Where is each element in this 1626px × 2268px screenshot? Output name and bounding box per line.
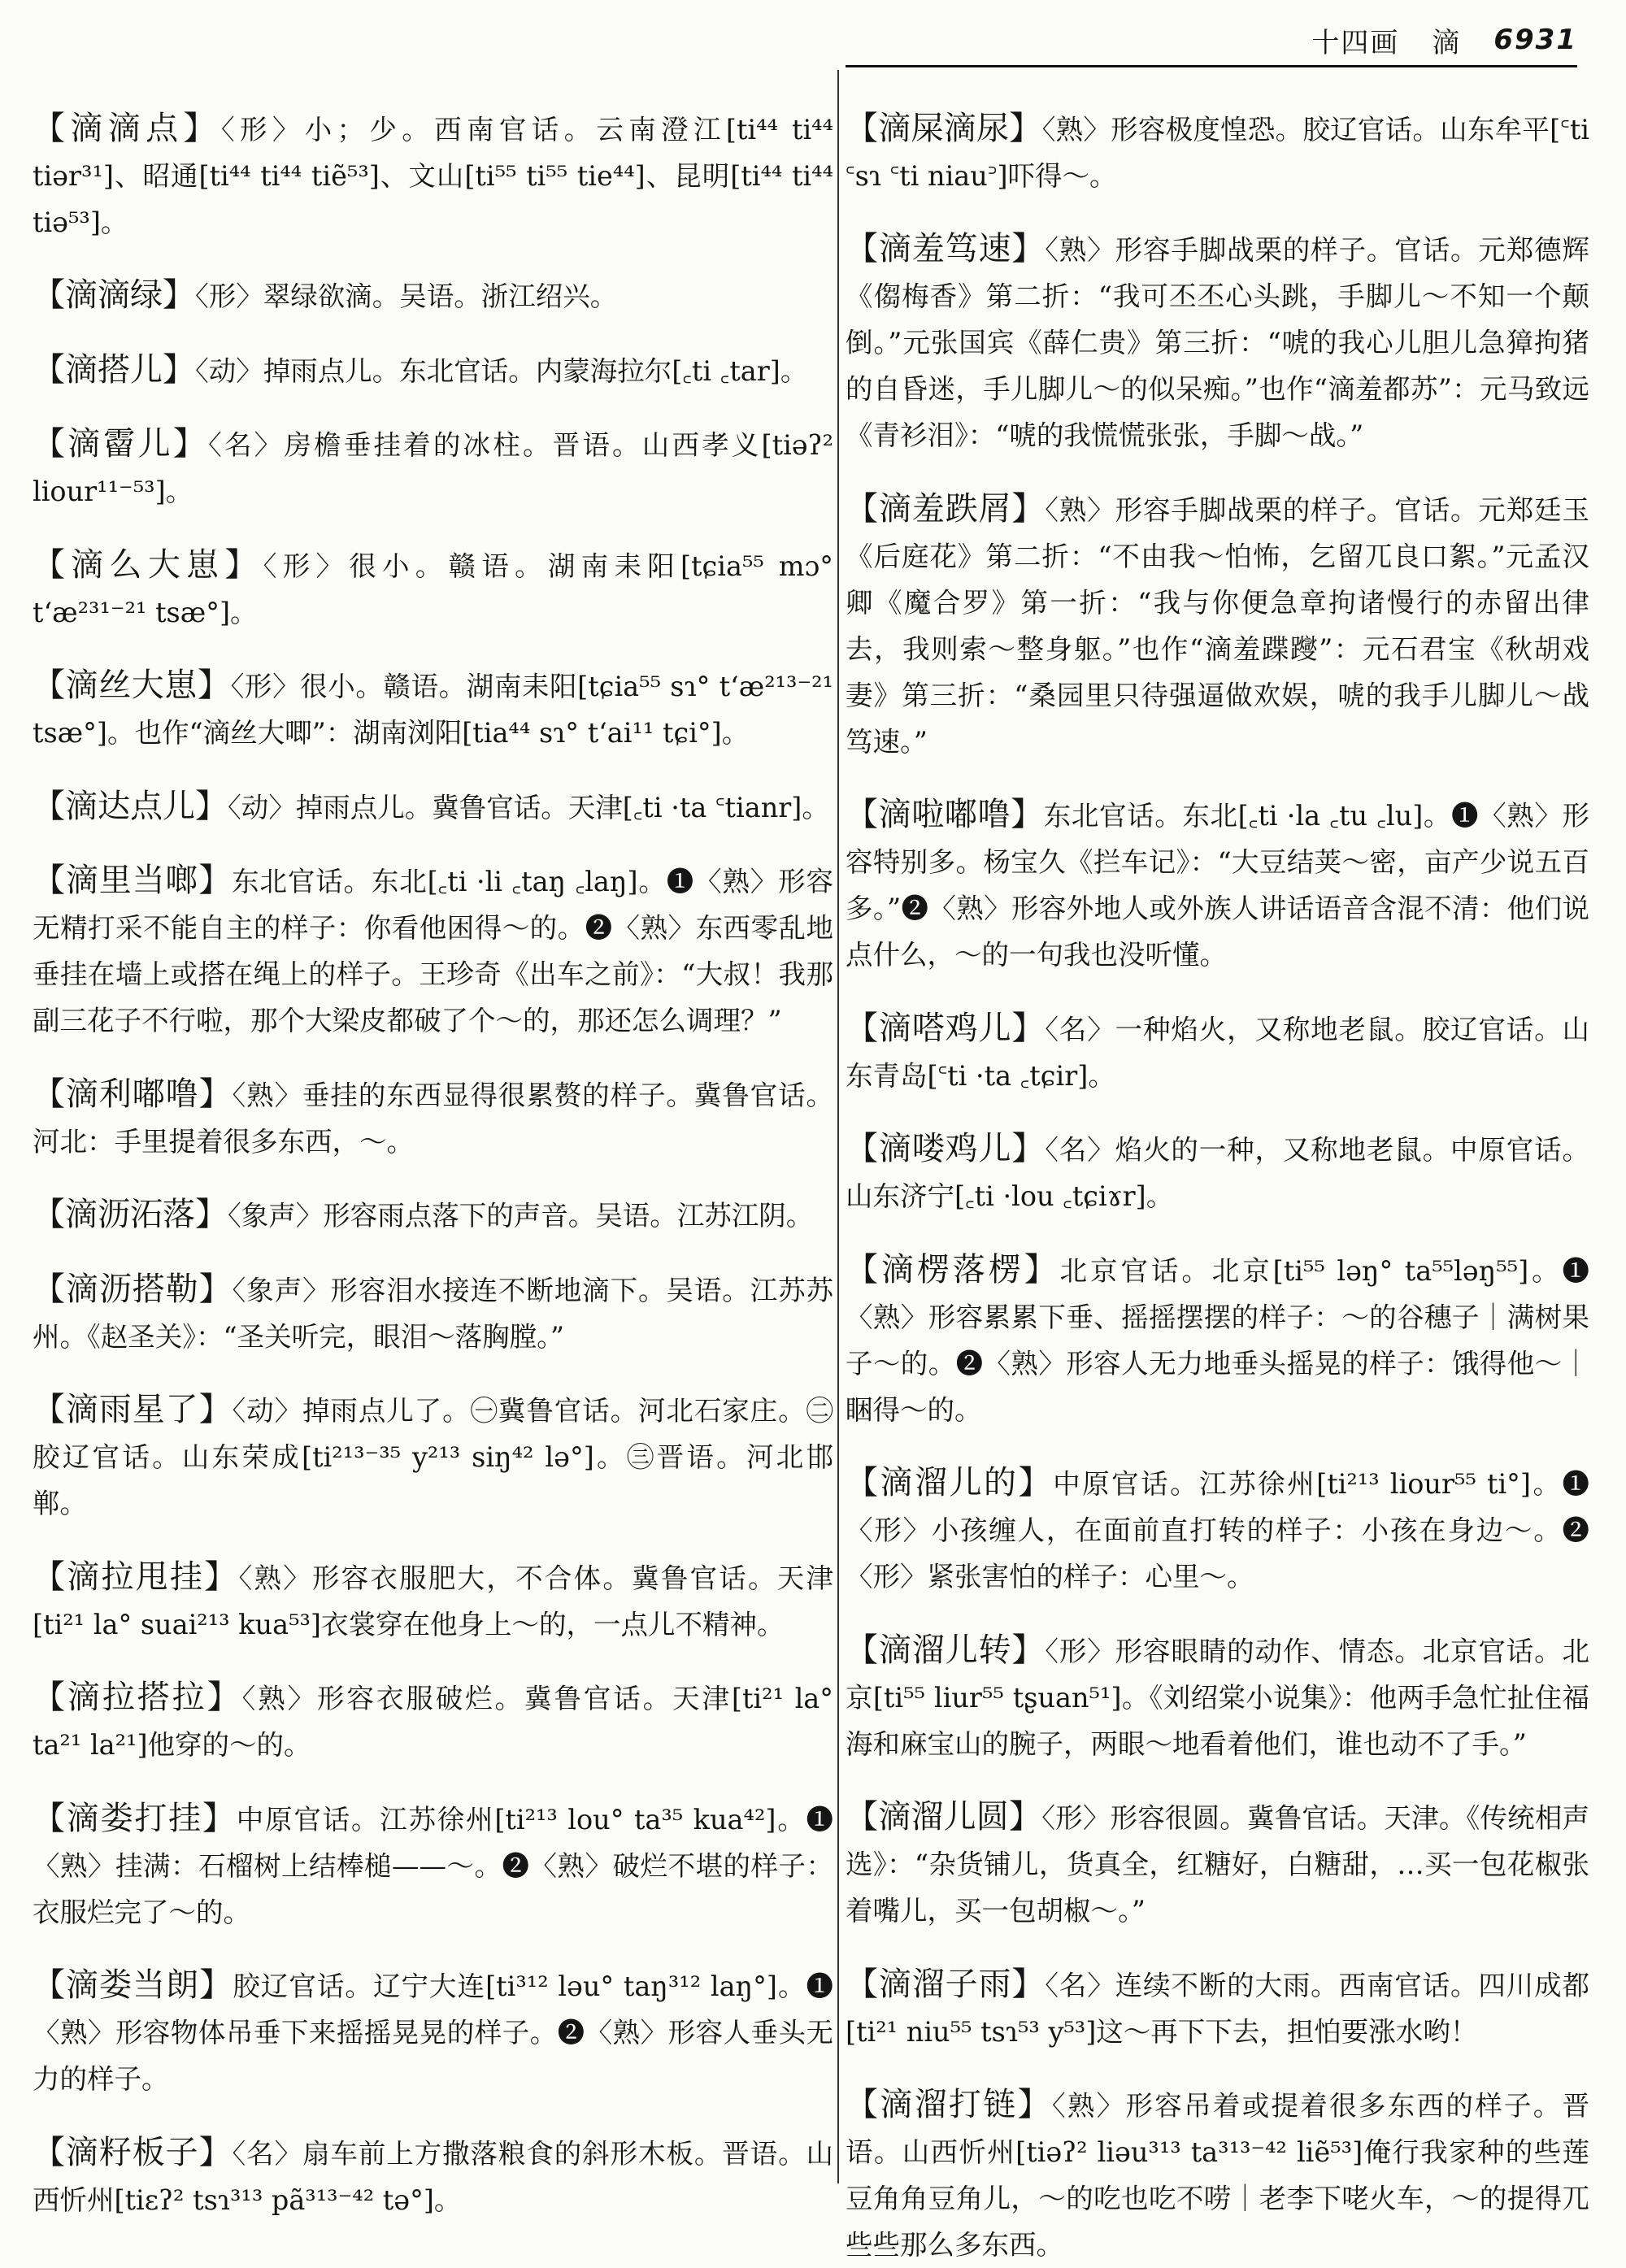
entry-headword: 滴楞落楞	[880, 1250, 1024, 1288]
left-bracket: 【	[33, 425, 68, 463]
header-rule	[846, 65, 1577, 67]
entry-definition: 〈名〉一种焰火，又称地老鼠。胶辽官话。山东青岛[꜂ti ·ta ꜀tɕir]。	[846, 1013, 1590, 1092]
left-bracket: 【	[33, 109, 71, 147]
dictionary-entry	[846, 1247, 1589, 1433]
right-bracket: 】	[198, 1391, 233, 1428]
entry-headword: 滴利嘟噜	[65, 1075, 199, 1113]
entry-definition: 〈动〉掉雨点儿。东北官话。内蒙海拉尔[꜀ti ꜀tar]。	[195, 354, 808, 387]
right-bracket: 】	[1018, 1464, 1054, 1501]
left-bracket: 【	[846, 2086, 880, 2123]
entry-headword: 滴沥沰落	[65, 1196, 195, 1233]
entry-headword: 滴么大崽	[71, 545, 225, 584]
entry-definition: 〈熟〉形容手脚战栗的样子。官话。元郑德辉《㑳梅香》第二折：“我可丕丕心头跳，手脚儿～不知一个颠倒。”元张国宾《薛仁贵》第三折：“唬的我心儿胆儿急獐拘猪的自昏迷，手儿脚儿～的似呆痴。”也作“滴羞都苏”：元马致远《青衫泪》：“唬的我慌慌张张，手脚～战。”	[846, 234, 1590, 451]
right-bracket: 】	[195, 1196, 228, 1233]
entry-definition: 〈名〉房檐垂挂着的冰柱。晋语。山西孝义[tiəʔ² liour¹¹⁻⁵³]。	[33, 429, 834, 507]
dictionary-entry	[846, 1962, 1589, 2055]
left-bracket: 【	[33, 545, 72, 584]
left-bracket: 【	[846, 109, 879, 147]
header-character: 滴	[1432, 26, 1462, 59]
entry-definition: 〈形〉小；少。西南官话。云南澄江[ti⁴⁴ ti⁴⁴ tiər³¹]、昭通[ti⁴⁴ ti⁴⁴ tiẽ⁵³]、文山[ti⁵⁵ ti⁵⁵ tie⁴⁴]、昆明[ti⁴⁴ ti⁴⁴ tiə⁵³]。	[33, 113, 834, 238]
entry-definition: 〈名〉扇车前上方撒落粮食的斜形木板。晋语。山西忻州[tiɛʔ² tsɿ³¹³ pã³¹³⁻⁴² tə°]。	[33, 2137, 834, 2216]
entry-definition: 〈形〉很小。赣语。湖南耒阳[tɕia⁵⁵ mɔ° t‘æ²³¹⁻²¹ tsæ°]。	[33, 550, 834, 628]
right-bracket: 】	[183, 109, 221, 147]
right-bracket: 】	[1011, 230, 1046, 267]
right-bracket: 】	[1011, 1009, 1046, 1047]
right-bracket: 】	[1011, 489, 1046, 528]
dictionary-entry	[846, 486, 1589, 765]
entry-headword: 滴啦嘟噜	[878, 796, 1011, 833]
right-bracket: 】	[1017, 2086, 1052, 2123]
column-divider	[837, 70, 839, 2183]
entry-definition: 〈形〉形容眼睛的动作、情态。北京官话。北京[ti⁵⁵ liur⁵⁵ tʂuan⁵¹]。《刘绍棠小说集》：他两手急忙扯住福海和麻宝山的腕子，两眼～地看着他们，谁也动不了手。”	[846, 1635, 1590, 1760]
page-number: 6931	[1493, 24, 1577, 56]
left-bracket: 【	[33, 1196, 65, 1233]
dictionary-entry	[846, 1627, 1589, 1767]
dictionary-entry	[846, 1126, 1589, 1219]
right-bracket: 】	[202, 1799, 237, 1837]
entry-definition: 胶辽官话。辽宁大连[ti³¹² ləu° taŋ³¹² laŋ°]。❶〈熟〉形容物体吊垂下来摇摇晃晃的样子。❷〈熟〉形容人垂头无力的样子。	[33, 1970, 834, 2095]
left-bracket: 【	[33, 2133, 66, 2171]
entry-headword: 滴羞跌屑	[878, 489, 1012, 528]
right-bracket: 】	[1024, 1250, 1060, 1288]
right-bracket: 】	[224, 545, 263, 584]
entry-definition: 〈熟〉形容手脚战栗的样子。官话。元郑廷玉《后庭花》第二折：“不由我～怕怖，乞留兀良口絮。”元孟汉卿《魔合罗》第一折：“我与你便急章拘诸慢行的赤留出律去，我则索～整身躯。”也作“滴羞蹀躞”：元石君宝《秋胡戏妻》第三折：“桑园里只待强逼做欢娱，唬的我手儿脚儿～战笃速。”	[846, 493, 1590, 758]
left-bracket: 【	[846, 1631, 879, 1669]
right-bracket: 】	[207, 1679, 242, 1716]
entry-definition: 〈熟〉形容吊着或提着很多东西的样子。晋语。山西忻州[tiəʔ² liəu³¹³ ta³¹³⁻⁴² liẽ⁵³]俺行我家种的些莲豆角角豆角儿，～的吃也吃不唠｜老李下咾火车，～的提得兀些些那么多东西。	[846, 2090, 1590, 2261]
entry-headword: 滴溜儿圆	[878, 1798, 1009, 1836]
right-bracket: 】	[1011, 1631, 1046, 1669]
entry-definition: 〈象声〉形容雨点落下的声音。吴语。江苏江阴。	[228, 1200, 814, 1232]
dictionary-entry	[33, 1387, 833, 1527]
right-bracket: 】	[163, 350, 195, 389]
dictionary-entry	[33, 1267, 833, 1360]
entry-headword: 滴滴绿	[65, 276, 163, 314]
entry-definition: 〈名〉焰火的一种，又称地老鼠。中原官话。山东济宁[꜀ti ·lou ꜀tɕiɤr]。	[846, 1134, 1590, 1212]
entry-definition: 〈形〉形容很圆。冀鲁官话。天津。《传统相声选》：“杂货铺儿，货真全，红糖好，白糖甜，…买一包花椒张着嘴儿，买一包胡椒～。”	[846, 1802, 1590, 1927]
left-bracket: 【	[33, 787, 65, 825]
right-bracket: 】	[1008, 1798, 1042, 1836]
entry-headword: 滴溜子雨	[878, 1965, 1012, 2003]
entry-definition: 〈名〉连续不断的大雨。西南官话。四川成都[ti²¹ niu⁵⁵ tsɿ⁵³ y⁵³]这～再下下去，担怕要涨水哟！	[846, 1969, 1590, 2048]
dictionary-entry	[846, 106, 1589, 199]
entry-headword: 滴屎滴尿	[878, 109, 1010, 147]
entry-definition: 〈形〉翠绿欲滴。吴语。浙江绍兴。	[195, 280, 618, 312]
dictionary-entry	[33, 542, 833, 636]
dictionary-entry	[33, 1796, 833, 1936]
right-bracket: 】	[1009, 109, 1042, 147]
entry-definition: 中原官话。江苏徐州[ti²¹³ liour⁵⁵ ti°]。❶〈形〉小孩缠人，在面前直打转的样子：小孩在身边～。❷〈形〉紧张害怕的样子：心里～。	[846, 1468, 1590, 1592]
right-bracket: 】	[1011, 796, 1044, 833]
entry-headword: 滴雨星了	[65, 1391, 199, 1428]
entry-headword: 滴溜打链	[880, 2086, 1018, 2123]
right-bracket: 】	[198, 2133, 233, 2171]
entry-headword: 滴滴点	[70, 109, 184, 147]
dictionary-entry	[33, 663, 833, 756]
entry-definition: 〈熟〉垂挂的东西显得很累赘的样子。冀鲁官话。河北：手里提着很多东西，～。	[33, 1079, 834, 1158]
entry-headword: 滴溜儿转	[878, 1631, 1012, 1669]
entry-headword: 滴沥搭勒	[65, 1270, 199, 1308]
dictionary-entry	[33, 1675, 833, 1768]
left-bracket: 【	[33, 1799, 67, 1837]
right-bracket: 】	[1011, 1130, 1046, 1167]
left-bracket: 【	[33, 862, 66, 899]
entry-headword: 滴娄当朗	[66, 1966, 200, 2004]
left-column	[33, 78, 834, 2216]
entry-definition: 北京官话。北京[ti⁵⁵ ləŋ° ta⁵⁵ləŋ⁵⁵]。❶〈熟〉形容累累下垂、摇摇摆摆的样子：～的谷穗子｜满树果子～的。❷〈熟〉形容人无力地垂头摇晃的样子：饿得他～｜睏得～的。	[846, 1254, 1590, 1426]
left-bracket: 【	[846, 1464, 880, 1501]
left-bracket: 【	[846, 1250, 881, 1288]
entry-definition: 〈熟〉形容衣服破烂。冀鲁官话。天津[ti²¹ la° ta²¹ la²¹]他穿的～的。	[33, 1683, 834, 1761]
right-bracket: 】	[1011, 1965, 1046, 2003]
entry-headword: 滴嗒鸡儿	[878, 1009, 1012, 1047]
right-bracket: 】	[204, 1558, 239, 1596]
entry-definition: 〈熟〉形容极度惶恐。胶辽官话。山东牟平[꜂ti ꜂sɿ ꜂ti niau꜄]吓得～。	[846, 113, 1590, 192]
entry-headword: 滴喽鸡儿	[878, 1130, 1012, 1167]
left-bracket: 【	[33, 1391, 66, 1428]
entry-definition: 〈形〉很小。赣语。湖南耒阳[tɕia⁵⁵ sɿ° t‘æ²¹³⁻²¹ tsæ°]。也作“滴丝大唧”：湖南浏阳[tia⁴⁴ sɿ° t‘ai¹¹ tɕi°]。	[33, 671, 834, 749]
dictionary-entry	[33, 1962, 833, 2102]
dictionary-entry	[846, 1794, 1589, 1934]
entry-definition: 〈象声〉形容泪水接连不断地滴下。吴语。江苏苏州。《赵圣关》：“圣关听完，眼泪～落胸膛。”	[33, 1274, 834, 1353]
entry-definition: 〈熟〉形容衣服肥大，不合体。冀鲁官话。天津[ti²¹ la° suai²¹³ kua⁵³]衣裳穿在他身上～的，一点儿不精神。	[33, 1562, 834, 1640]
left-bracket: 【	[33, 667, 66, 704]
dictionary-entry	[846, 2082, 1589, 2268]
entry-headword: 滴籽板子	[65, 2133, 199, 2171]
left-bracket: 【	[846, 230, 879, 267]
left-bracket: 【	[846, 796, 879, 833]
left-bracket: 【	[846, 1130, 879, 1167]
dictionary-entry	[33, 106, 833, 245]
entry-headword: 滴里当啷	[65, 862, 199, 899]
right-bracket: 】	[198, 1075, 233, 1113]
left-bracket: 【	[846, 1009, 879, 1047]
entry-headword: 滴娄打挂	[66, 1799, 202, 1837]
left-bracket: 【	[33, 1558, 67, 1596]
page-header	[0, 15, 1577, 65]
dictionary-entry	[33, 1554, 833, 1648]
right-bracket: 】	[163, 276, 195, 314]
entry-definition: 〈动〉掉雨点儿了。㊀冀鲁官话。河北石家庄。㊁胶辽官话。山东荣成[ti²¹³⁻³⁵ y²¹³ siŋ⁴² lə°]。㊂晋语。河北邯郸。	[33, 1395, 834, 1519]
dictionary-entry	[846, 792, 1589, 978]
right-bracket: 】	[198, 1270, 233, 1308]
entry-headword: 滴搭儿	[65, 350, 163, 389]
dictionary-entry	[846, 1460, 1589, 1600]
right-bracket: 】	[199, 1966, 233, 2004]
left-bracket: 【	[33, 276, 65, 314]
left-bracket: 【	[846, 1965, 879, 2003]
entry-definition: 中原官话。江苏徐州[ti²¹³ lou° ta³⁵ kua⁴²]。❶〈熟〉挂满：石榴树上结棒槌——～。❷〈熟〉破烂不堪的样子：衣服烂完了～的。	[33, 1803, 834, 1928]
right-bracket: 】	[198, 862, 233, 899]
entry-definition: 东北官话。东北[꜀ti ·la ꜀tu ꜀lu]。❶〈熟〉形容特别多。杨宝久《拦车记》：“大豆结荚～密，亩产少说五百多。”❷〈熟〉形容外地人或外族人讲话语音含混不清：他们说点什么，～的一句我也没听懂。	[846, 800, 1590, 971]
entry-headword: 滴丝大崽	[65, 667, 198, 704]
dictionary-entry	[33, 272, 833, 319]
entry-definition: 〈动〉掉雨点儿。冀鲁官话。天津[꜀ti ·ta ꜂tianr]。	[228, 791, 829, 823]
entry-headword: 滴达点儿	[65, 787, 195, 825]
right-bracket: 】	[172, 425, 209, 463]
left-bracket: 【	[33, 1270, 66, 1308]
entry-headword: 滴拉甩挂	[67, 1558, 205, 1596]
dictionary-entry	[846, 226, 1589, 458]
entry-definition: 东北官话。东北[꜀ti ·li ꜀taŋ ꜀laŋ]。❶〈熟〉形容无精打采不能自主的样子：你看他困得～的。❷〈熟〉东西零乱地垂挂在墙上或搭在绳上的样子。王珍奇《出车之前》：“大叔！我那副三花子不行啦，那个大梁皮都破了个～的，那还怎么调理？”	[33, 866, 834, 1036]
left-bracket: 【	[33, 350, 65, 389]
section-label: 十四画	[1311, 26, 1400, 59]
dictionary-entry	[33, 2130, 833, 2223]
entry-headword: 滴拉搭拉	[67, 1679, 207, 1716]
dictionary-entry	[33, 347, 833, 394]
dictionary-entry	[33, 784, 833, 831]
right-bracket: 】	[195, 787, 228, 825]
dictionary-entry	[33, 421, 833, 515]
dictionary-entry	[33, 858, 833, 1044]
right-bracket: 】	[198, 667, 231, 704]
left-bracket: 【	[33, 1966, 67, 2004]
entry-headword: 滴霤儿	[67, 425, 173, 463]
entry-headword: 滴溜儿的	[880, 1464, 1019, 1501]
left-bracket: 【	[846, 1798, 879, 1836]
right-column	[846, 78, 1590, 2261]
dictionary-entry	[33, 1071, 833, 1165]
entry-headword: 滴羞笃速	[878, 230, 1012, 267]
left-bracket: 【	[33, 1679, 67, 1716]
dictionary-entry	[33, 1192, 833, 1239]
dictionary-entry	[846, 1006, 1589, 1099]
left-bracket: 【	[33, 1075, 66, 1113]
left-bracket: 【	[846, 489, 879, 528]
